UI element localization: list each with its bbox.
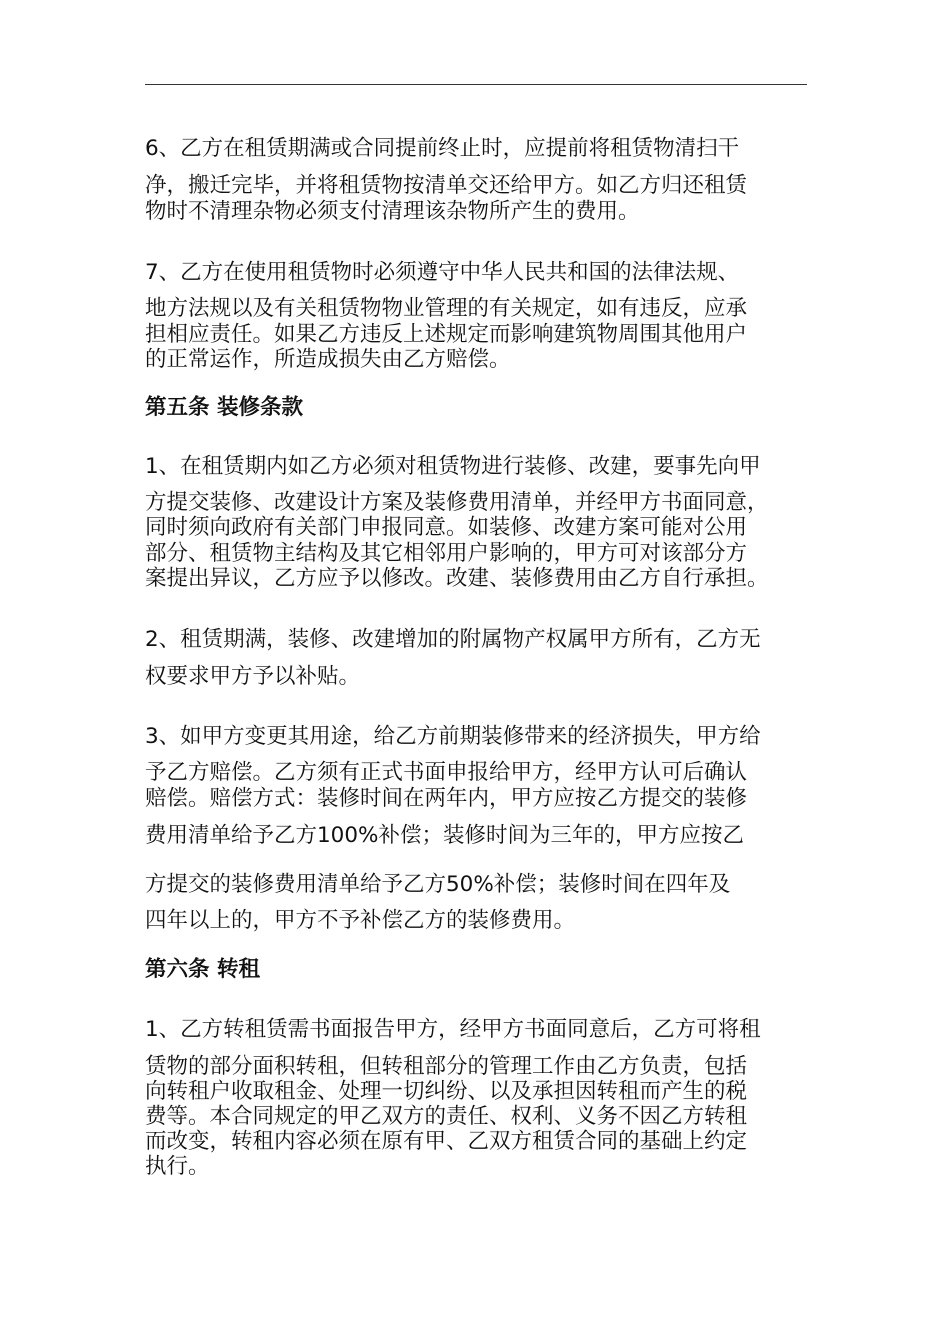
section-5-item-3-line-5: 方提交的装修费用清单给予乙方50%补偿；装修时间在四年及	[145, 872, 731, 897]
section-6-item-1-line-4: 费等。本合同规定的甲乙双方的责任、权利、义务不因乙方转租	[145, 1104, 748, 1129]
clause-7-line-4: 的正常运作，所造成损失由乙方赔偿。	[145, 347, 511, 372]
clause-7-line-3: 担相应责任。如果乙方违反上述规定而影响建筑物周围其他用户	[145, 322, 748, 347]
section-5-heading: 第五条 装修条款	[145, 395, 303, 420]
clause-6-line-3: 物时不清理杂物必须支付清理该杂物所产生的费用。	[145, 199, 640, 224]
section-5-item-3-line-1: 3、如甲方变更其用途，给乙方前期装修带来的经济损失，甲方给	[145, 724, 761, 749]
section-5-item-1-line-4: 部分、租赁物主结构及其它相邻用户影响的，甲方可对该部分方	[145, 541, 748, 566]
section-6-item-1-line-3: 向转租户收取租金、处理一切纠纷、以及承担因转租而产生的税	[145, 1079, 748, 1104]
section-6-item-1-line-1: 1、乙方转租赁需书面报告甲方，经甲方书面同意后，乙方可将租	[145, 1017, 761, 1042]
clause-6-line-2: 净，搬迁完毕，并将租赁物按清单交还给甲方。如乙方归还租赁	[145, 173, 748, 198]
section-5-item-2-line-2: 权要求甲方予以补贴。	[145, 664, 361, 689]
section-5-item-1-line-5: 案提出异议，乙方应予以修改。改建、装修费用由乙方自行承担。	[145, 566, 769, 591]
section-5-item-1-line-3: 同时须向政府有关部门申报同意。如装修、改建方案可能对公用	[145, 515, 748, 540]
section-5-item-3-line-3: 赔偿。赔偿方式：装修时间在两年内，甲方应按乙方提交的装修	[145, 786, 748, 811]
section-5-item-3-line-6: 四年以上的，甲方不予补偿乙方的装修费用。	[145, 908, 576, 933]
header-rule	[145, 84, 807, 85]
clause-7-line-2: 地方法规以及有关租赁物物业管理的有关规定，如有违反，应承	[145, 296, 748, 321]
section-6-item-1-line-6: 执行。	[145, 1154, 210, 1179]
section-6-item-1-line-5: 而改变，转租内容必须在原有甲、乙双方租赁合同的基础上约定	[145, 1129, 748, 1154]
section-5-item-1-line-1: 1、在租赁期内如乙方必须对租赁物进行装修、改建，要事先向甲	[145, 454, 761, 479]
section-5-item-2-line-1: 2、租赁期满，装修、改建增加的附属物产权属甲方所有，乙方无	[145, 627, 761, 652]
section-6-heading: 第六条 转租	[145, 957, 260, 982]
clause-6-line-1: 6、乙方在租赁期满或合同提前终止时，应提前将租赁物清扫干	[145, 136, 740, 161]
section-6-item-1-line-2: 赁物的部分面积转租，但转租部分的管理工作由乙方负责，包括	[145, 1054, 748, 1079]
section-5-item-1-line-2: 方提交装修、改建设计方案及装修费用清单，并经甲方书面同意，	[145, 490, 769, 515]
clause-7-line-1: 7、乙方在使用租赁物时必须遵守中华人民共和国的法律法规、	[145, 260, 740, 285]
section-5-item-3-line-4: 费用清单给予乙方100%补偿；装修时间为三年的，甲方应按乙	[145, 823, 744, 848]
section-5-item-3-line-2: 予乙方赔偿。乙方须有正式书面申报给甲方，经甲方认可后确认	[145, 760, 748, 785]
